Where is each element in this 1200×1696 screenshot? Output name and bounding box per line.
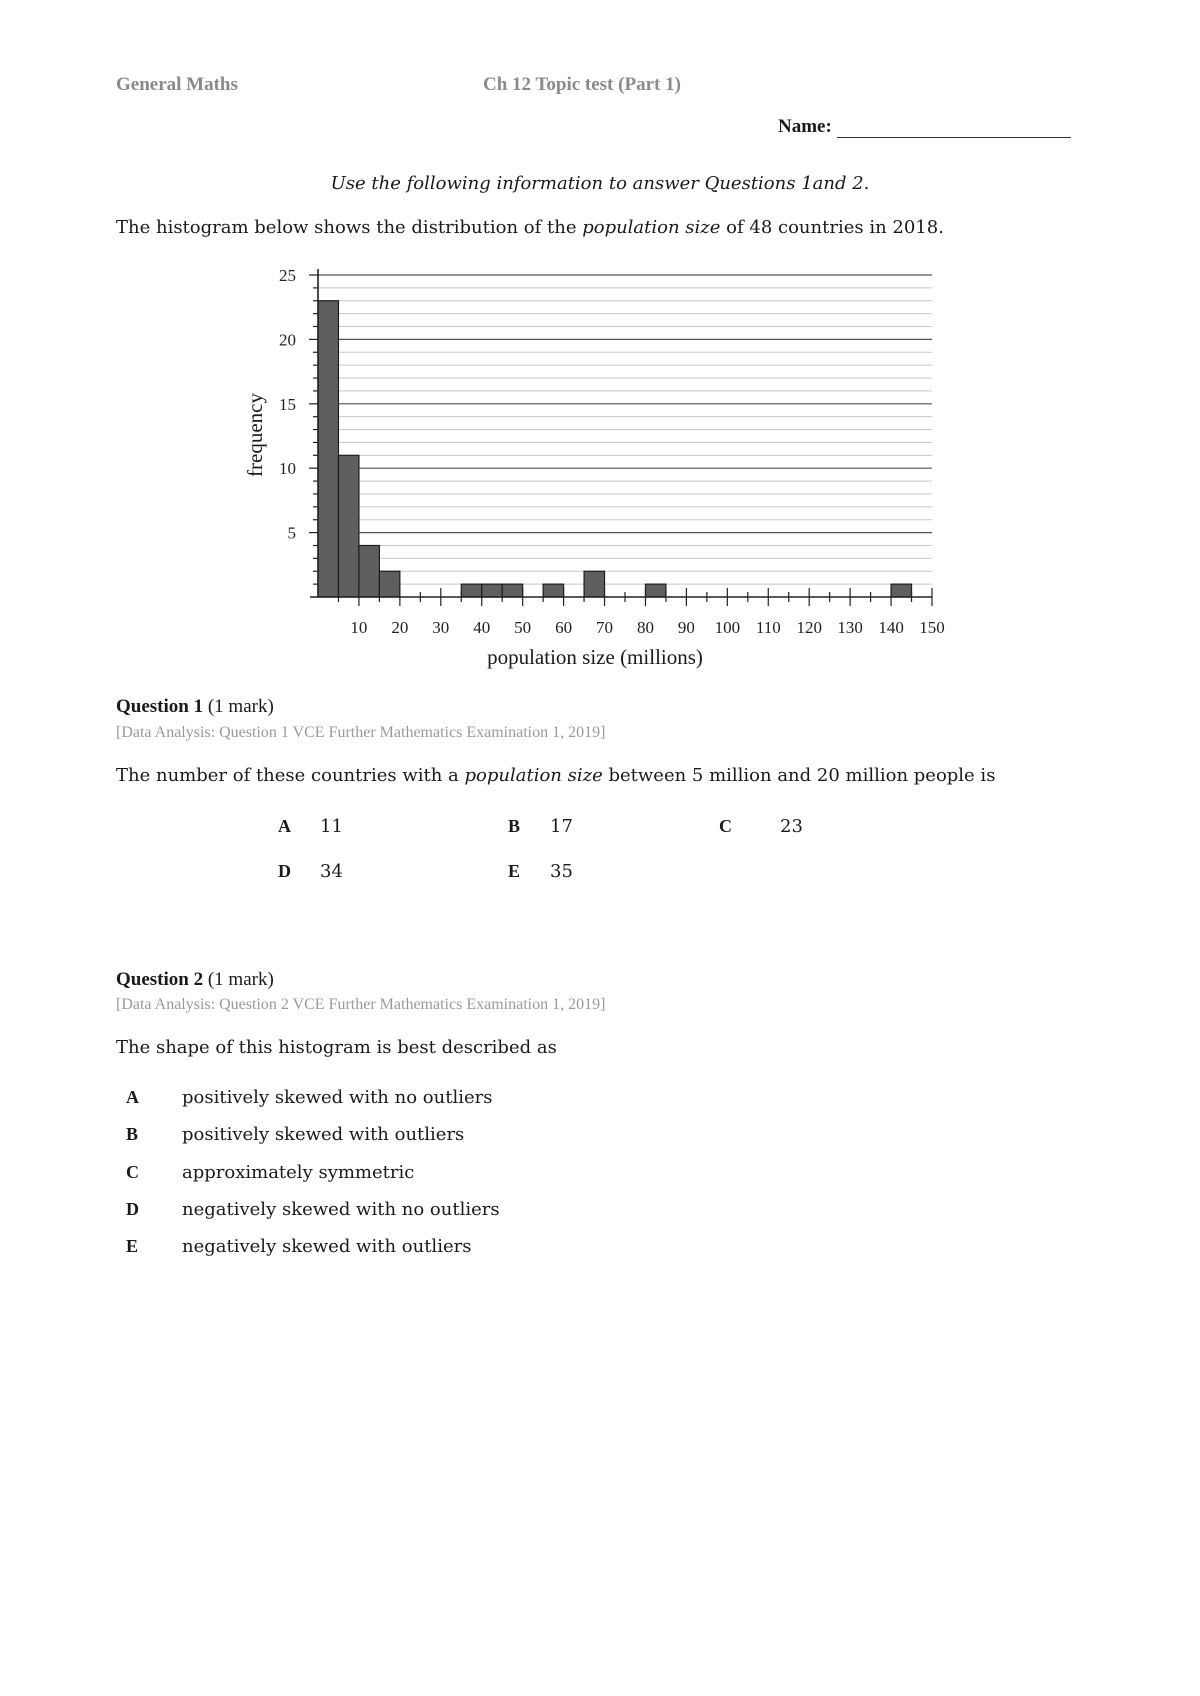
- q2-option-letter: C: [126, 1162, 139, 1182]
- q1-stem-after: between 5 million and 20 million people is: [602, 765, 996, 786]
- x-tick-label: 10: [350, 618, 368, 637]
- histogram-bar: [359, 545, 379, 597]
- q1-option-a[interactable]: [278, 816, 343, 837]
- test-title: Ch 12 Topic test (Part 1): [483, 74, 681, 95]
- q2-option-a[interactable]: [126, 1087, 493, 1108]
- q2-option-letter: A: [126, 1087, 139, 1107]
- q2-source: [Data Analysis: Question 2 VCE Further Mathematics Examination 1, 2019]: [116, 996, 606, 1013]
- instruction-text: Use the following information to answer Questions 1and 2.: [330, 173, 870, 194]
- chart-bars: [318, 301, 912, 597]
- q1-stem-emphasis: population size: [464, 765, 603, 786]
- q2-option-c[interactable]: [126, 1162, 415, 1183]
- q1-option-b[interactable]: [508, 816, 573, 837]
- q1-stem: [116, 764, 995, 788]
- q1-option-text: 34: [320, 861, 343, 882]
- y-tick-label: 15: [279, 394, 296, 414]
- q1-option-text: 11: [320, 816, 343, 837]
- q2-option-e[interactable]: [126, 1236, 472, 1257]
- y-tick-label: 5: [287, 523, 296, 543]
- q2-option-d[interactable]: [126, 1199, 500, 1220]
- q1-option-text: 35: [550, 861, 573, 882]
- q1-option-letter: B: [508, 816, 521, 836]
- q1-option-letter: E: [508, 861, 521, 881]
- intro-emphasis: population size: [582, 217, 721, 238]
- q1-title: [116, 696, 274, 718]
- histogram-bar: [318, 301, 338, 597]
- x-tick-label: 40: [473, 618, 491, 637]
- q2-option-text: negatively skewed with outliers: [182, 1236, 472, 1257]
- histogram-bar: [461, 584, 481, 597]
- y-axis-label: frequency: [243, 393, 267, 477]
- x-tick-label: 20: [391, 618, 409, 637]
- name-label: Name:: [778, 116, 832, 137]
- histogram-bar: [645, 584, 665, 597]
- q1-option-c[interactable]: [719, 816, 803, 837]
- x-tick-label: 50: [514, 618, 532, 637]
- q1-stem-before: The number of these countries with a: [116, 765, 465, 786]
- q1-label: Question 1: [116, 696, 204, 717]
- y-tick-label: 25: [279, 266, 296, 285]
- q2-option-b[interactable]: [126, 1124, 465, 1145]
- histogram-chart: [0, 0, 1200, 700]
- q2-label: Question 2: [116, 969, 204, 990]
- y-tick-label: 20: [279, 330, 296, 350]
- chart-y-ticks: [279, 266, 318, 584]
- x-tick-label: 70: [596, 618, 614, 637]
- chart-gridlines: [318, 275, 932, 584]
- q1-option-letter: A: [278, 816, 291, 836]
- q1-option-letter: C: [719, 816, 732, 836]
- y-tick-label: 10: [279, 459, 296, 479]
- q2-marks: (1 mark): [203, 969, 274, 990]
- q2-option-text: positively skewed with no outliers: [182, 1087, 493, 1108]
- q1-option-letter: D: [278, 861, 291, 881]
- q1-option-text: 23: [780, 816, 803, 837]
- x-tick-label: 120: [796, 618, 822, 637]
- x-tick-label: 110: [755, 618, 781, 637]
- q2-option-text: positively skewed with outliers: [182, 1124, 465, 1145]
- histogram-bar: [482, 584, 502, 597]
- q2-stem: The shape of this histogram is best described as: [116, 1037, 557, 1058]
- histogram-bar: [891, 584, 911, 597]
- x-tick-label: 30: [432, 618, 450, 637]
- x-tick-label: 150: [919, 618, 945, 637]
- x-tick-label: 140: [878, 618, 904, 637]
- q2-option-text: negatively skewed with no outliers: [182, 1199, 500, 1220]
- x-axis-label: population size (millions): [487, 645, 703, 669]
- x-tick-label: 60: [555, 618, 573, 637]
- q2-title: [116, 969, 274, 991]
- intro-after: of 48 countries in 2018.: [720, 217, 944, 238]
- x-tick-label: 80: [636, 618, 654, 637]
- histogram-bar: [502, 584, 522, 597]
- x-tick-label: 130: [837, 618, 863, 637]
- q2-option-letter: D: [126, 1199, 139, 1219]
- q1-option-d[interactable]: [278, 861, 343, 882]
- x-tick-label: 100: [714, 618, 741, 637]
- chart-x-ticks: [338, 588, 944, 637]
- intro-before: The histogram below shows the distribution of the: [116, 217, 583, 238]
- subject-title: General Maths: [116, 74, 238, 95]
- x-tick-label: 90: [677, 618, 695, 637]
- q1-option-e[interactable]: [508, 861, 573, 882]
- q2-option-text: approximately symmetric: [182, 1162, 415, 1183]
- histogram-bar: [338, 455, 358, 597]
- q2-option-letter: B: [126, 1124, 139, 1144]
- q2-option-letter: E: [126, 1236, 139, 1256]
- q1-marks: (1 mark): [203, 696, 274, 717]
- histogram-bar: [584, 571, 604, 597]
- histogram-bar: [543, 584, 563, 597]
- q1-option-text: 17: [550, 816, 573, 837]
- histogram-bar: [379, 571, 399, 597]
- chart-axes: [310, 269, 932, 597]
- q1-source: [Data Analysis: Question 1 VCE Further Mathematics Examination 1, 2019]: [116, 724, 606, 741]
